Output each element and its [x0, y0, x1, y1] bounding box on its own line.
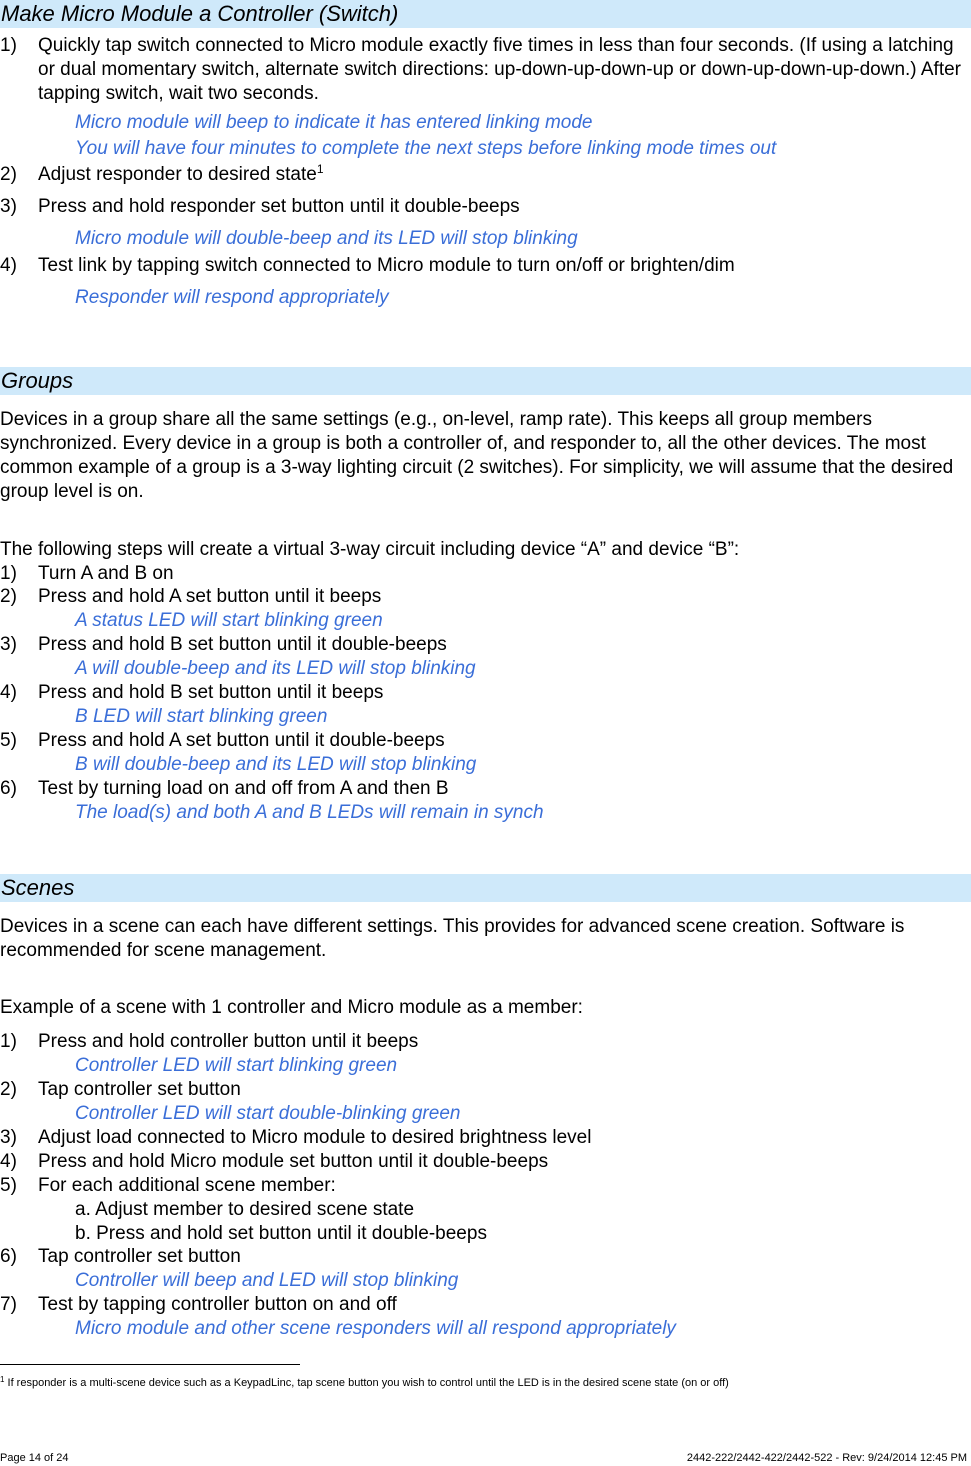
step-text: Test by tapping controller button on and off [38, 1294, 397, 1315]
step-text: Quickly tap switch connected to Micro module exactly five times in less than four seconds. (If using a latching or dual momentary switch, alternate switch directions: up-down-up-down-up or down-up-down-up-down.) After tapping switch, wait two seconds. [38, 35, 961, 104]
step-text: Press and hold B set button until it beeps [38, 682, 384, 703]
section-heading-scenes: Scenes [0, 874, 971, 902]
step-number: 4) [0, 1151, 17, 1172]
step-text: Tap controller set button [38, 1079, 241, 1100]
section-heading-groups: Groups [0, 367, 971, 395]
step-number: 1) [0, 1031, 17, 1052]
step-text: Press and hold responder set button until it double-beeps [38, 196, 520, 217]
groups-intro: Devices in a group share all the same settings (e.g., on-level, ramp rate). This keeps all group members synchronized. Every device in a group is both a controller of, and responder to, all the other devices. The most common example of a group is a 3-way lighting circuit (2 switches). For simplicity, we will assume that the desired group level is on. [0, 409, 954, 502]
step-text: Press and hold A set button until it beeps [38, 586, 382, 607]
step-text: Press and hold A set button until it double-beeps [38, 730, 445, 751]
step-text: Press and hold B set button until it double-beeps [38, 634, 447, 655]
step-number: 3) [0, 634, 17, 655]
step-text: Adjust responder to desired state [38, 164, 317, 185]
footnote [0, 1376, 729, 1390]
groups-step-3-note: A will double-beep and its LED will stop blinking [75, 658, 476, 679]
step-text: Tap controller set button [38, 1246, 241, 1267]
step-number: 4) [0, 682, 17, 703]
step-text: Test by turning load on and off from A and then B [38, 778, 449, 799]
step-number: 2) [0, 1079, 17, 1100]
scenes-step-5-sub-a: a. Adjust member to desired scene state [75, 1199, 415, 1220]
groups-step-4-note: B LED will start blinking green [75, 706, 328, 727]
scenes-step-2-note: Controller LED will start double-blinking green [75, 1103, 461, 1124]
micro-step-4-note: Responder will respond appropriately [75, 287, 389, 308]
step-number: 2) [0, 586, 17, 607]
step-number: 6) [0, 1246, 17, 1267]
step-text: Turn A and B on [38, 563, 174, 584]
step-text: Press and hold Micro module set button until it double-beeps [38, 1151, 549, 1172]
scenes-step-1-note: Controller LED will start blinking green [75, 1055, 398, 1076]
scenes-step-7-note: Micro module and other scene responders will all respond appropriately [75, 1318, 676, 1339]
step-text: For each additional scene member: [38, 1175, 336, 1196]
footnote-text: If responder is a multi-scene device such as a KeypadLinc, tap scene button you wish to control until the LED is in the desired scene state (on or off) [4, 1377, 729, 1389]
groups-step-6-note: The load(s) and both A and B LEDs will remain in synch [75, 802, 544, 823]
micro-step-3-note: Micro module will double-beep and its LED will stop blinking [75, 228, 578, 249]
step-text: Press and hold controller button until it beeps [38, 1031, 419, 1052]
groups-step-5-note: B will double-beep and its LED will stop blinking [75, 754, 477, 775]
scenes-step-5-sub-b: b. Press and hold set button until it double-beeps [75, 1223, 487, 1244]
step-number: 2) [0, 164, 17, 185]
step-number: 6) [0, 778, 17, 799]
step-number: 3) [0, 196, 17, 217]
footnote-mark: 1 [0, 1375, 5, 1384]
footnote-separator [0, 1364, 300, 1365]
step-text: Adjust load connected to Micro module to desired brightness level [38, 1127, 592, 1148]
scenes-step-6-note: Controller will beep and LED will stop blinking [75, 1270, 459, 1291]
groups-lead: The following steps will create a virtual 3-way circuit including device “A” and device “B”: [0, 539, 740, 560]
micro-step-1-note-2: You will have four minutes to complete the next steps before linking mode times out [75, 138, 777, 159]
step-number: 4) [0, 255, 17, 276]
step-number: 7) [0, 1294, 17, 1315]
micro-step-1-note-1: Micro module will beep to indicate it has entered linking mode [75, 112, 593, 133]
step-number: 5) [0, 730, 17, 751]
page-number: Page 14 of 24 [0, 1452, 69, 1464]
scenes-lead: Example of a scene with 1 controller and Micro module as a member: [0, 997, 583, 1018]
step-number: 1) [0, 35, 17, 56]
step-text: Test link by tapping switch connected to Micro module to turn on/off or brighten/dim [38, 255, 735, 276]
section-heading-micro-controller: Make Micro Module a Controller (Switch) [0, 0, 971, 28]
scenes-intro: Devices in a scene can each have different settings. This provides for advanced scene creation. Software is recommended for scene management. [0, 916, 905, 961]
groups-step-2-note: A status LED will start blinking green [75, 610, 383, 631]
document-revision: 2442-222/2442-422/2442-522 - Rev: 9/24/2014 12:45 PM [686, 1452, 967, 1464]
step-number: 3) [0, 1127, 17, 1148]
footnote-reference: 1 [316, 162, 324, 176]
step-number: 5) [0, 1175, 17, 1196]
step-number: 1) [0, 563, 17, 584]
